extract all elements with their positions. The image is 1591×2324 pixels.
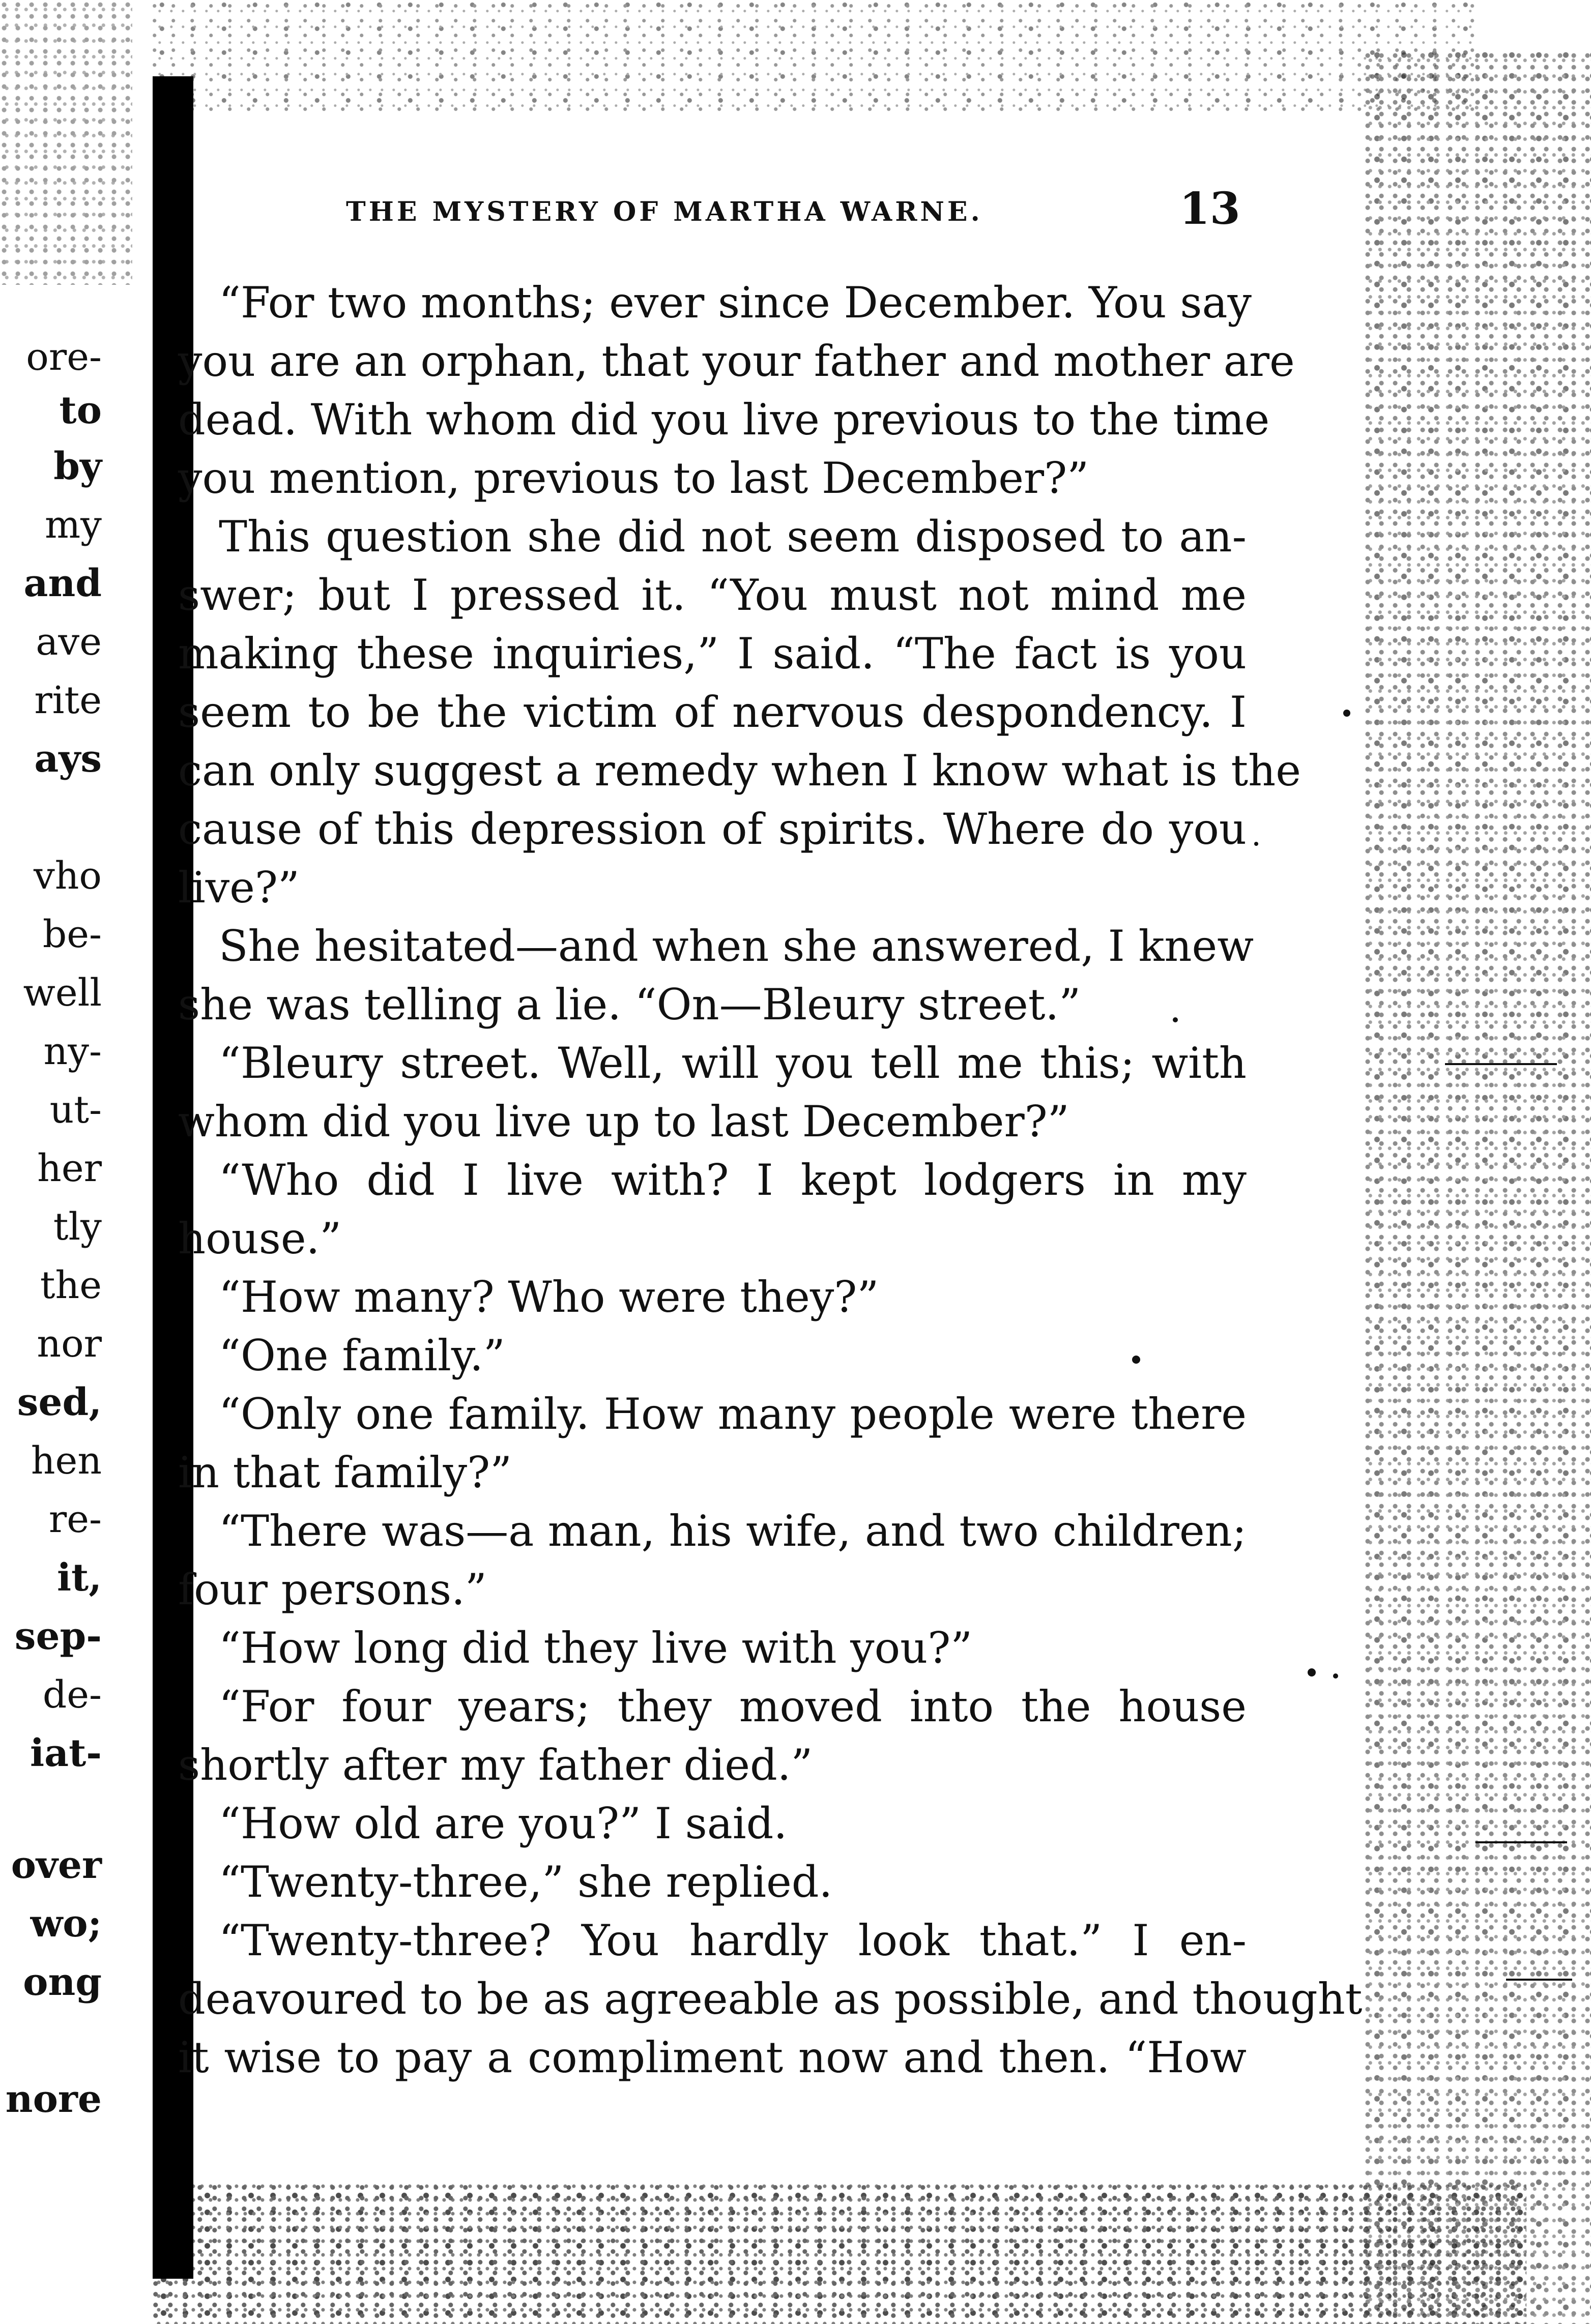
- fragment-line: and: [23, 562, 102, 605]
- text-line: “How many? Who were they?”: [219, 1272, 879, 1322]
- fragment-line: to: [59, 389, 102, 432]
- fragment-line: ave: [36, 620, 102, 664]
- text-line: “For two months; ever since December. You say: [219, 278, 1252, 328]
- fragment-line: nor: [37, 1322, 102, 1366]
- fragment-line: ny-: [43, 1029, 102, 1073]
- fragment-line: sep-: [14, 1614, 102, 1658]
- fragment-line: the: [40, 1263, 102, 1307]
- text-line: whom did you live up to last December?”: [178, 1097, 1069, 1146]
- scan-speck: [1132, 1356, 1140, 1364]
- scan-artifact-line: [1445, 1063, 1557, 1065]
- fragment-line: be-: [42, 913, 102, 956]
- text-line: it wise to pay a compliment now and then. “How: [178, 2033, 1247, 2082]
- text-line: shortly after my father died.”: [178, 1740, 813, 1790]
- fragment-line: de-: [42, 1673, 102, 1717]
- text-line: “Twenty-three? You hardly look that.” I en-: [219, 1916, 1247, 1965]
- fragment-line: hen: [31, 1439, 102, 1483]
- text-line: swer; but I pressed it. “You must not mind me: [178, 570, 1247, 620]
- fragment-line: nore: [5, 2077, 102, 2121]
- scan-speck: [1308, 1668, 1316, 1676]
- text-line: cause of this depression of spirits. Where do you: [178, 804, 1247, 854]
- text-line: dead. With whom did you live previous to the time: [178, 395, 1270, 445]
- text-line: house.”: [178, 1214, 342, 1263]
- fragment-line: iat-: [30, 1731, 102, 1775]
- text-line: you mention, previous to last December?”: [178, 453, 1089, 503]
- text-line: “One family.”: [219, 1331, 505, 1380]
- scan-speck: [1173, 1017, 1178, 1022]
- fragment-line: rite: [34, 679, 102, 722]
- fragment-line: tly: [53, 1205, 102, 1249]
- scan-artifact-line: [1506, 1979, 1572, 1981]
- scan-speck: [1343, 710, 1350, 717]
- scan-noise-right: [1364, 51, 1591, 2324]
- scan-noise-top: [153, 0, 1476, 117]
- text-line: live?”: [178, 863, 300, 913]
- fragment-line: wo;: [30, 1902, 102, 1946]
- scan-speck: [1333, 1673, 1338, 1679]
- text-line: deavoured to be as agreeable as possible, and thought: [178, 1974, 1363, 2024]
- fragment-line: her: [37, 1146, 102, 1190]
- text-line: “Who did I live with? I kept lodgers in my: [219, 1155, 1247, 1205]
- fragment-line: ays: [34, 737, 102, 781]
- text-line: making these inquiries,” I said. “The fact is you: [178, 629, 1247, 679]
- fragment-line: ore-: [26, 335, 102, 379]
- fragment-line: ong: [23, 1960, 102, 2004]
- text-line: This question she did not seem disposed to an-: [219, 512, 1247, 562]
- fragment-line: re-: [48, 1497, 102, 1541]
- scan-artifact-line: [1476, 1841, 1567, 1843]
- fragment-line: by: [53, 445, 102, 488]
- fragment-line: well: [23, 971, 102, 1015]
- running-title: THE MYSTERY OF MARTHA WARNE.: [346, 196, 983, 227]
- text-line: She hesitated—and when she answered, I knew: [219, 921, 1254, 971]
- text-line: in that family?”: [178, 1448, 512, 1497]
- text-line: four persons.”: [178, 1565, 487, 1614]
- text-line: “For four years; they moved into the house: [219, 1682, 1247, 1731]
- text-line: “How old are you?” I said.: [219, 1799, 788, 1848]
- scan-noise-bottom: [153, 2182, 1526, 2324]
- fragment-line: it,: [56, 1556, 102, 1600]
- text-line: you are an orphan, that your father and mother are: [178, 336, 1295, 386]
- text-line: “Twenty-three,” she replied.: [219, 1857, 833, 1907]
- text-line: “There was—a man, his wife, and two children;: [219, 1506, 1247, 1556]
- text-line: “Only one family. How many people were there: [219, 1389, 1247, 1439]
- scan-speck: [1254, 842, 1258, 846]
- adjacent-page-fragments: [0, 0, 122, 2324]
- page-header: [0, 183, 1591, 239]
- fragment-line: ut-: [49, 1088, 102, 1132]
- fragment-line: sed,: [17, 1380, 102, 1424]
- page-number: 13: [1179, 183, 1240, 234]
- fragment-line: my: [45, 503, 102, 547]
- text-line: she was telling a lie. “On—Bleury street.”: [178, 980, 1081, 1029]
- body-text: [178, 274, 1363, 2087]
- fragment-line: over: [11, 1843, 102, 1887]
- fragment-line: vho: [33, 854, 102, 898]
- text-line: “Bleury street. Well, will you tell me this; with: [219, 1038, 1247, 1088]
- text-line: can only suggest a remedy when I know what is the: [178, 746, 1301, 796]
- text-line: “How long did they live with you?”: [219, 1623, 973, 1673]
- text-line: seem to be the victim of nervous despondency. I: [178, 687, 1247, 737]
